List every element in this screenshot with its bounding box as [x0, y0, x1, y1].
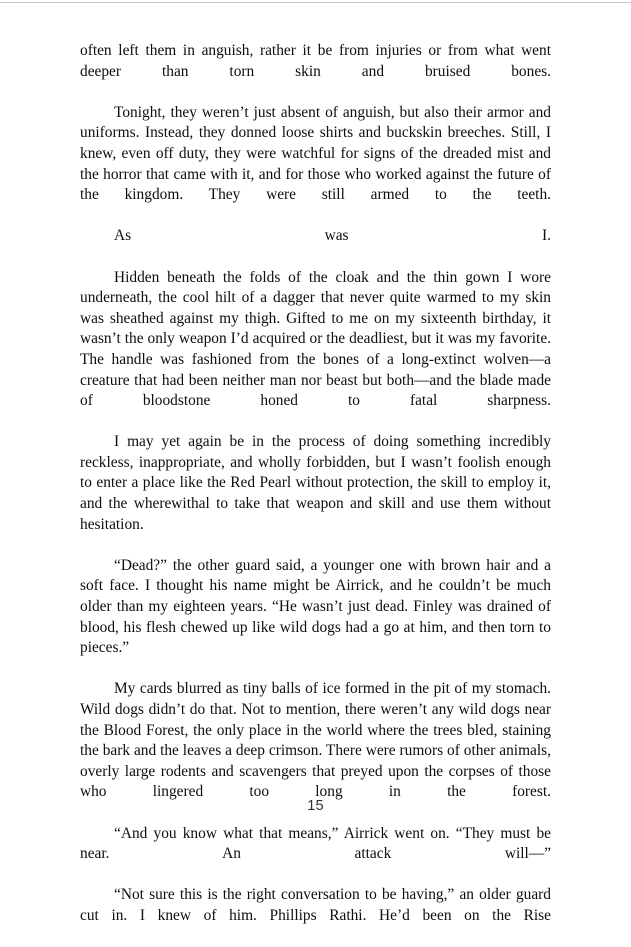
paragraph: “And you know what that means,” Airrick went on. “They must be near. An attack will—” — [80, 824, 551, 863]
paragraph: Hidden beneath the folds of the cloak and the thin gown I wore underneath, the cool hilt of a dagger that never quite warmed to my skin was sheathed against my thigh. Gifted to me on my sixteenth birthday, it wasn’t the only weapon I’d acquired or the deadliest, but it was my favorite. The handle was fashioned from the bones of a long-extinct wolven—a creature that had been neither man nor beast but both—and the blade made of bloodstone honed to fatal sharpness. — [80, 268, 551, 410]
paragraph: “Dead?” the other guard said, a younger one with brown hair and a soft face. I thought his name might be Airrick, and he couldn’t be much older than my eighteen years. “He wasn’t just dead. Finley was drained of blood, his flesh chewed up like wild dogs had a go at him, and then torn to pieces.” — [80, 556, 551, 657]
paragraph: I may yet again be in the process of doing something incredibly reckless, inappropriate, and wholly forbidden, but I wasn’t foolish enough to enter a place like the Red Pearl without protection, the skill to employ it, and the wherewithal to take that weapon and skill and use them without hesitation. — [80, 433, 551, 533]
page-number: 15 — [307, 798, 324, 814]
page-top-rule — [0, 2, 631, 3]
paragraph: often left them in anguish, rather it be from injuries or from what went deeper than torn skin and bruised bones. — [80, 42, 551, 80]
paragraph: My cards blurred as tiny balls of ice formed in the pit of my stomach. Wild dogs didn’t do that. Not to mention, there weren’t any wild dogs near the Blood Forest, the only place in the world where the trees bled, staining the bark and the leaves a deep crimson. There were rumors of other animals, overly large rodents and scavengers that preyed upon the corpses of those who lingered too long in the forest. — [80, 680, 551, 801]
paragraph: “Not sure this is the right conversation to be having,” an older guard cut in. I knew of him. Phillips Rathi. He’d been on the Rise — [80, 886, 551, 924]
paragraph: As was I. — [114, 227, 551, 245]
paragraph: Tonight, they weren’t just absent of anguish, but also their armor and uniforms. Instead, they donned loose shirts and buckskin breeches. Still, I knew, even off duty, they were watchful for signs of the dreaded mist and the horror that came with it, and for those who worked against the future of the kingdom. They were still armed to the teeth. — [80, 103, 551, 204]
